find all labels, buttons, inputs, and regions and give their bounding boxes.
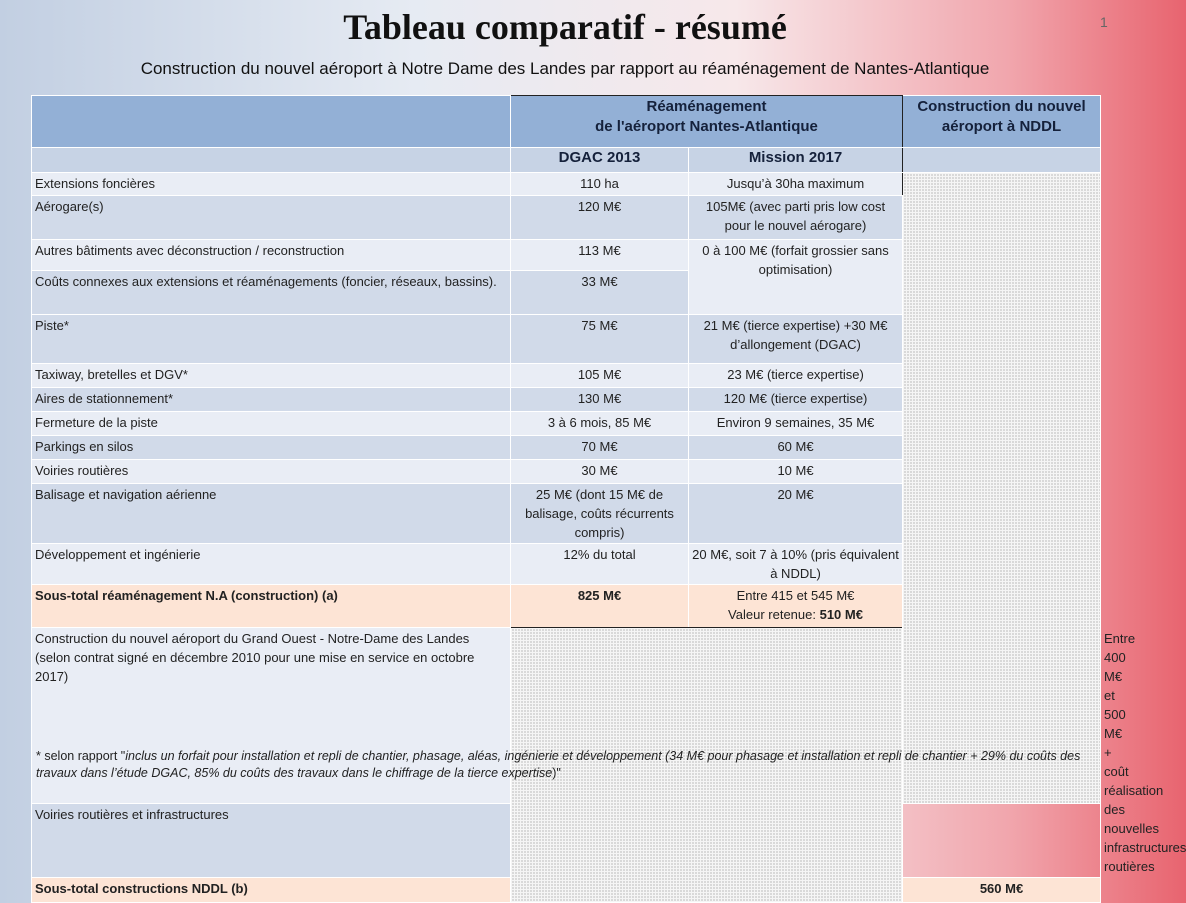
subtotal-nddl-value: 560 M€ — [903, 878, 1101, 903]
subtotal-na-mission — [689, 585, 903, 628]
row-dgac-value: 12% du total — [511, 544, 689, 585]
comparison-table: Réaménagement de l'aéroport Nantes-Atlantique Construction du nouvel aéroport à NDDL DGAC 2013 Mission 2017 Extensions foncières 110 ha Jusqu’à 30ha maximum Aérogare(s) 120 M€ 105M€ (avec parti pris low cost pour le nouvel aérogare) Autres bâtiments avec déconstruction / reconstruction 113 M€ 0 à 100 M€ (forfait grossier sans optimisation) Coûts connexes aux extensions et réaménagements (foncier, réseaux, bassins). 33 M€ Piste* 75 M€ 21 M€ (tierce expertise) +30 M€ d’allongement (DGAC) Taxiway, bretelles et DGV* 105 M€ 23 M€ (tierce expertise) Aires de stationnement* 130 M€ 120 M€ (tierce expertise) Fermeture de la piste 3 à 6 mois, 85 M€ Environ 9 semaines, 35 M€ Parkings en silos 70 M€ 60 M€ Voiries routières 30 M€ 10 M€ Balisage et navigation aérienne 25 M€ (dont 15 M€ de balisage, coûts récurrents compris) 20 M€ Développement et ingénierie 12% du total 20 M€, soit 7 à 10% (pris équivalent à NDDL) Sous-total réaménagement N.A (construction) (a) 825 M€ Entre 415 et 545 M€ Valeur retenue: 510 M€ Construction du nouvel aéroport du Grand Ouest - Notre-Dame des Landes (selon contrat signé en décembre 2010 pour une mise en service en octobre 2017) Entre 400 M€ et 500 M€ + coût réalisation des nouvelles infrastructures routières Voiries routières et infrastructures Sous-total constructions NDDL (b) 560 M€ — [31, 95, 1101, 903]
row-dgac-value: 70 M€ — [511, 436, 689, 460]
subtotal-na-mission-retained: 510 M€ — [819, 607, 863, 622]
row-dgac-value: 25 M€ (dont 15 M€ de balisage, coûts récurrents compris) — [511, 484, 689, 544]
row-mission-value: 20 M€, soit 7 à 10% (pris équivalent à NDDL) — [689, 544, 903, 585]
row-dgac-value: 113 M€ — [511, 240, 689, 271]
row-dgac-value: 105 M€ — [511, 364, 689, 388]
row-mission-value: 20 M€ — [689, 484, 903, 544]
footnote-quote: inclus un forfait pour installation et repli de chantier, phasage, aléas, ingénierie et développement (34 M€ pour phasage et installation et repli de chantier + 29% du coûts des travaux dans l’étude DGAC, 85% du coûts des travaux dans le chiffrage de la tierce expertise — [36, 749, 1081, 780]
page-subtitle: Construction du nouvel aéroport à Notre Dame des Landes par rapport au réaménagement de Nantes-Atlantique — [140, 59, 990, 78]
row-mission-value: 10 M€ — [689, 460, 903, 484]
subheader-dgac: DGAC 2013 — [511, 148, 689, 173]
header-nddl-line1: Construction du nouvel — [917, 98, 1086, 115]
row-label: Fermeture de la piste — [32, 412, 511, 436]
footnote — [36, 748, 1104, 782]
row-label: Voiries routières — [32, 460, 511, 484]
row-mission-value: 0 à 100 M€ (forfait grossier sans optimisation) — [689, 240, 903, 315]
row-mission-value: 21 M€ (tierce expertise) +30 M€ d’allongement (DGAC) — [689, 315, 903, 364]
nddl-construction-label: Construction du nouvel aéroport du Grand Ouest - Notre-Dame des Landes (selon contrat signé en décembre 2010 pour une mise en service en octobre 2017) — [32, 628, 511, 804]
row-dgac-value: 110 ha — [511, 173, 689, 196]
row-dgac-value: 75 M€ — [511, 315, 689, 364]
row-label: Aérogare(s) — [32, 196, 511, 240]
row-dgac-value: 33 M€ — [511, 271, 689, 315]
row-mission-value: Jusqu’à 30ha maximum — [689, 173, 903, 196]
row-dgac-value: 120 M€ — [511, 196, 689, 240]
row-label: Taxiway, bretelles et DGV* — [32, 364, 511, 388]
nddl-hatched-area — [903, 173, 1101, 804]
subtotal-na-label: Sous-total réaménagement N.A (construction) (a) — [32, 585, 511, 628]
header-reamenagement-line1: Réaménagement — [646, 98, 767, 115]
row-dgac-value: 3 à 6 mois, 85 M€ — [511, 412, 689, 436]
subtotal-na-dgac: 825 M€ — [511, 585, 689, 628]
subtotal-na-mission-prefix: Valeur retenue: — [728, 607, 820, 622]
page-number: 1 — [1100, 14, 1108, 30]
row-mission-value: Environ 9 semaines, 35 M€ — [689, 412, 903, 436]
row-label: Autres bâtiments avec déconstruction / reconstruction — [32, 240, 511, 271]
row-label: Balisage et navigation aérienne — [32, 484, 511, 544]
row-label: Aires de stationnement* — [32, 388, 511, 412]
row-mission-value: 105M€ (avec parti pris low cost pour le nouvel aérogare) — [689, 196, 903, 240]
header-nddl — [903, 96, 1101, 148]
subheader-blank-nddl — [903, 148, 1101, 173]
row-label: Extensions foncières — [32, 173, 511, 196]
header-blank-cell — [32, 96, 511, 148]
row-label: Développement et ingénierie — [32, 544, 511, 585]
row-label: Parkings en silos — [32, 436, 511, 460]
subheader-mission: Mission 2017 — [689, 148, 903, 173]
footnote-suffix: )" — [552, 766, 561, 780]
header-reamenagement — [511, 96, 903, 148]
row-label: Piste* — [32, 315, 511, 364]
row-label: Coûts connexes aux extensions et réaménagements (foncier, réseaux, bassins). — [32, 271, 511, 315]
header-reamenagement-line2: de l'aéroport Nantes-Atlantique — [595, 118, 818, 135]
row-mission-value: 60 M€ — [689, 436, 903, 460]
row-mission-value: 23 M€ (tierce expertise) — [689, 364, 903, 388]
page-title: Tableau comparatif - résumé — [343, 7, 787, 47]
footnote-prefix: * selon rapport " — [36, 749, 126, 763]
row-dgac-value: 30 M€ — [511, 460, 689, 484]
row-dgac-value: 130 M€ — [511, 388, 689, 412]
nddl-voiries-label: Voiries routières et infrastructures — [32, 804, 511, 878]
subtotal-nddl-label: Sous-total constructions NDDL (b) — [32, 878, 511, 903]
header-nddl-line2: aéroport à NDDL — [941, 118, 1062, 135]
row-mission-value: 120 M€ (tierce expertise) — [689, 388, 903, 412]
subtotal-na-mission-range: Entre 415 et 545 M€ — [736, 588, 855, 603]
subheader-blank-cell — [32, 148, 511, 173]
